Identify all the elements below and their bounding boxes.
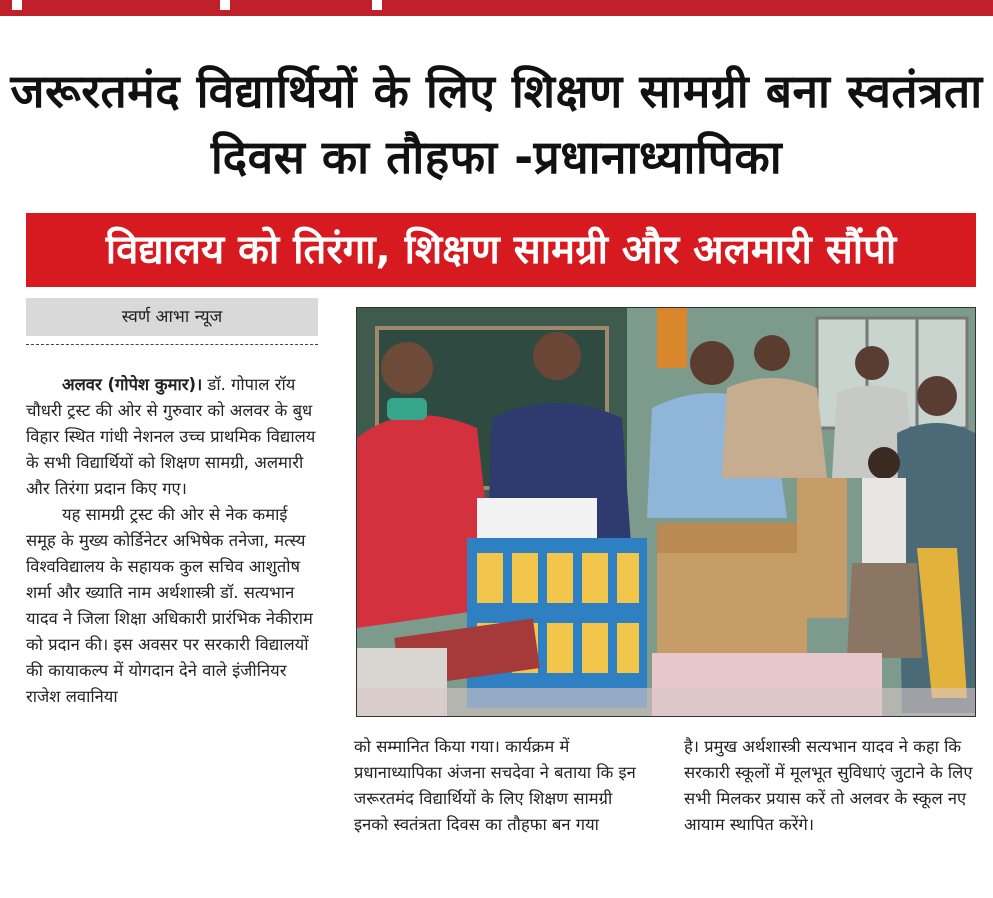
masthead-mark <box>372 0 382 10</box>
news-photo <box>356 307 976 717</box>
news-photo-illustration <box>357 308 975 716</box>
paragraph-1-text: डॉ. गोपाल रॉय चौधरी ट्रस्ट की ओर से गुरुवार को अलवर के बुध विहार स्थित गांधी नेशनल उच्च प्राथमिक विद्यालय के सभी विद्यार्थियों को शिक्षण सामग्री, अलमारी और तिरंगा प्रदान किए गए। <box>26 375 316 498</box>
byline-divider <box>26 344 318 345</box>
article-column-1 <box>26 372 316 710</box>
masthead-mark <box>12 0 22 10</box>
paragraph-3: को सम्मानित किया गया। कार्यक्रम में प्रधानाध्यापिका अंजना सचदेवा ने बताया कि इन जरूरतमंद विद्यार्थियों के लिए शिक्षण सामग्री इनको स्वतंत्रता दिवस का तौहफा बन गया <box>354 737 636 834</box>
headline: जरूरतमंद विद्यार्थियों के लिए शिक्षण सामग्री बना स्वतंत्रता दिवस का तौहफा -प्रधानाध्यापिका <box>10 64 983 184</box>
dateline: अलवर (गोपेश कुमार)। <box>62 375 203 394</box>
byline: स्वर्ण आभा न्यूज <box>26 298 318 336</box>
paragraph-4: है। प्रमुख अर्थशास्त्री सत्यभान यादव ने कहा कि सरकारी स्कूलों में मूलभूत सुविधाएं जुटाने के लिए सभी मिलकर प्रयास करें तो अलवर के स्कूल नए आयाम स्थापित करेंगे। <box>684 737 973 834</box>
paragraph-1 <box>26 372 316 502</box>
masthead-mark <box>220 0 230 10</box>
masthead-band <box>0 0 993 16</box>
subheadline-banner: विद्यालय को तिरंगा, शिक्षण सामग्री और अलमारी सौंपी <box>26 213 976 287</box>
article-column-3 <box>684 734 974 838</box>
paragraph-2: यह सामग्री ट्रस्ट की ओर से नेक कमाई समूह के मुख्य कोर्डिनेटर अभिषेक तनेजा, मत्स्य विश्वविद्यालय के सहायक कुल सचिव आशुतोष शर्मा और ख्याति नाम अर्थशास्त्री डॉ. सत्यभान यादव ने जिला शिक्षा अधिकारी प्रारंभिक नेकीराम को प्रदान की। इस अवसर पर सरकारी विद्यालयों की कायाकल्प में योगदान देने वाले इंजीनियर राजेश लवानिया <box>26 505 313 706</box>
article-column-2 <box>354 734 646 838</box>
